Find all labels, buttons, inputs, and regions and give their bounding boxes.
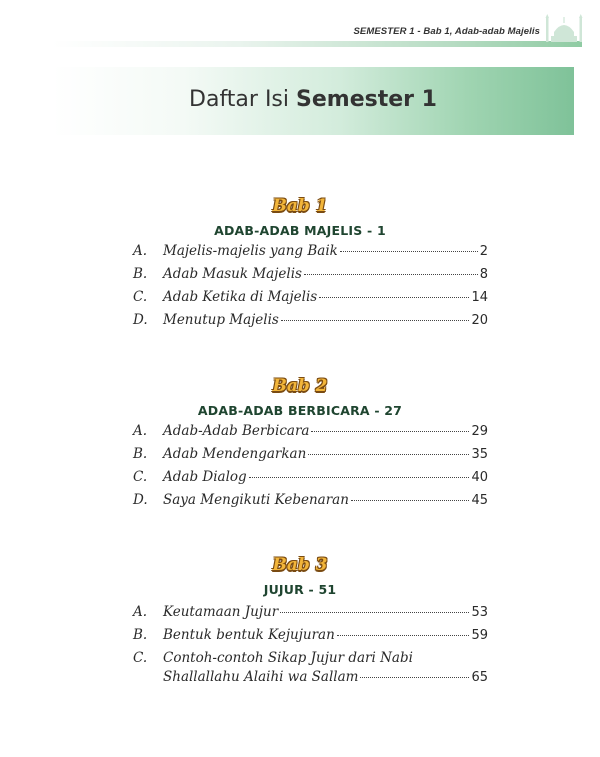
toc-item-letter: C. <box>133 289 148 305</box>
toc-item-letter: D. <box>133 312 148 328</box>
toc-item[interactable] <box>133 312 488 332</box>
toc-item-label: Contoh-contoh Sikap Jujur dari Nabi <box>163 650 413 666</box>
chapter-title: JUJUR - 51 <box>263 582 337 597</box>
toc-item[interactable] <box>133 266 488 286</box>
toc-item-page: 40 <box>471 470 488 485</box>
toc-item-letter: A. <box>133 423 148 439</box>
dot-leader <box>311 431 469 432</box>
toc-item-page: 8 <box>479 267 488 282</box>
dot-leader <box>319 297 469 298</box>
dot-leader <box>360 677 469 678</box>
title-banner <box>52 67 574 135</box>
toc-item[interactable] <box>133 289 488 309</box>
dot-leader <box>304 274 478 275</box>
dot-leader <box>281 320 470 321</box>
toc-item-page: 53 <box>471 605 488 620</box>
dot-leader <box>249 477 470 478</box>
toc-item[interactable] <box>133 469 488 489</box>
page-title <box>52 87 574 112</box>
toc-item-label: Adab Ketika di Majelis <box>163 289 318 305</box>
toc-item-letter: D. <box>133 492 148 508</box>
toc-item-label-line2: Shallallahu Alaihi wa Sallam <box>163 669 359 685</box>
mosque-icon <box>542 12 586 44</box>
chapter-title: ADAB-ADAB BERBICARA - 27 <box>197 403 403 418</box>
dot-leader <box>337 635 470 636</box>
toc-item-page: 2 <box>479 244 488 259</box>
toc-item-label: Keutamaan Jujur <box>163 604 279 620</box>
toc-item-label: Adab-Adab Berbicara <box>163 423 310 439</box>
chapter-title: ADAB-ADAB MAJELIS - 1 <box>214 223 386 238</box>
running-title: SEMESTER 1 - Bab 1, Adab-adab Majelis <box>353 26 540 37</box>
toc-item-letter: C. <box>133 469 148 485</box>
toc-item-page: 20 <box>471 313 488 328</box>
toc-item-letter: A. <box>133 243 148 259</box>
toc-item-letter: A. <box>133 604 148 620</box>
toc-item[interactable] <box>133 492 488 512</box>
toc-item-label: Adab Masuk Majelis <box>163 266 302 282</box>
toc-item-label: Majelis-majelis yang Baik <box>163 243 338 259</box>
toc-item-label: Menutup Majelis <box>163 312 279 328</box>
toc-item-label: Saya Mengikuti Kebenaran <box>163 492 349 508</box>
chapter-badge: Bab 2 <box>272 376 328 396</box>
toc-item[interactable] <box>133 604 488 624</box>
dot-leader <box>340 251 478 252</box>
page-title-prefix: Daftar Isi <box>189 87 290 112</box>
toc-item-label: Adab Dialog <box>163 469 247 485</box>
dot-leader <box>280 612 469 613</box>
toc-item-text <box>163 650 488 685</box>
toc-item[interactable] <box>133 650 488 690</box>
toc-item[interactable] <box>133 446 488 466</box>
chapter-badge: Bab 1 <box>272 196 328 216</box>
toc-item-letter: C. <box>133 650 148 666</box>
toc-item[interactable] <box>133 243 488 263</box>
dot-leader <box>351 500 470 501</box>
toc-item-label: Bentuk bentuk Kejujuran <box>163 627 335 643</box>
toc-item[interactable] <box>133 627 488 647</box>
toc-item-page: 35 <box>471 447 488 462</box>
toc-item[interactable] <box>133 423 488 443</box>
toc-item-letter: B. <box>133 627 148 643</box>
toc-item-letter: B. <box>133 446 148 462</box>
dot-leader <box>308 454 469 455</box>
toc-item-letter: B. <box>133 266 148 282</box>
header-gradient-line <box>52 41 582 47</box>
running-header <box>0 0 600 52</box>
toc-item-second-line <box>163 669 488 685</box>
toc-item-label: Adab Mendengarkan <box>163 446 307 462</box>
toc-item-page: 45 <box>471 493 488 508</box>
chapter-badge: Bab 3 <box>272 555 328 575</box>
toc-item-page: 59 <box>471 628 488 643</box>
page-title-bold: Semester 1 <box>296 87 437 112</box>
toc-item-page: 14 <box>471 290 488 305</box>
toc-item-page: 65 <box>471 670 488 685</box>
toc-item-page: 29 <box>471 424 488 439</box>
